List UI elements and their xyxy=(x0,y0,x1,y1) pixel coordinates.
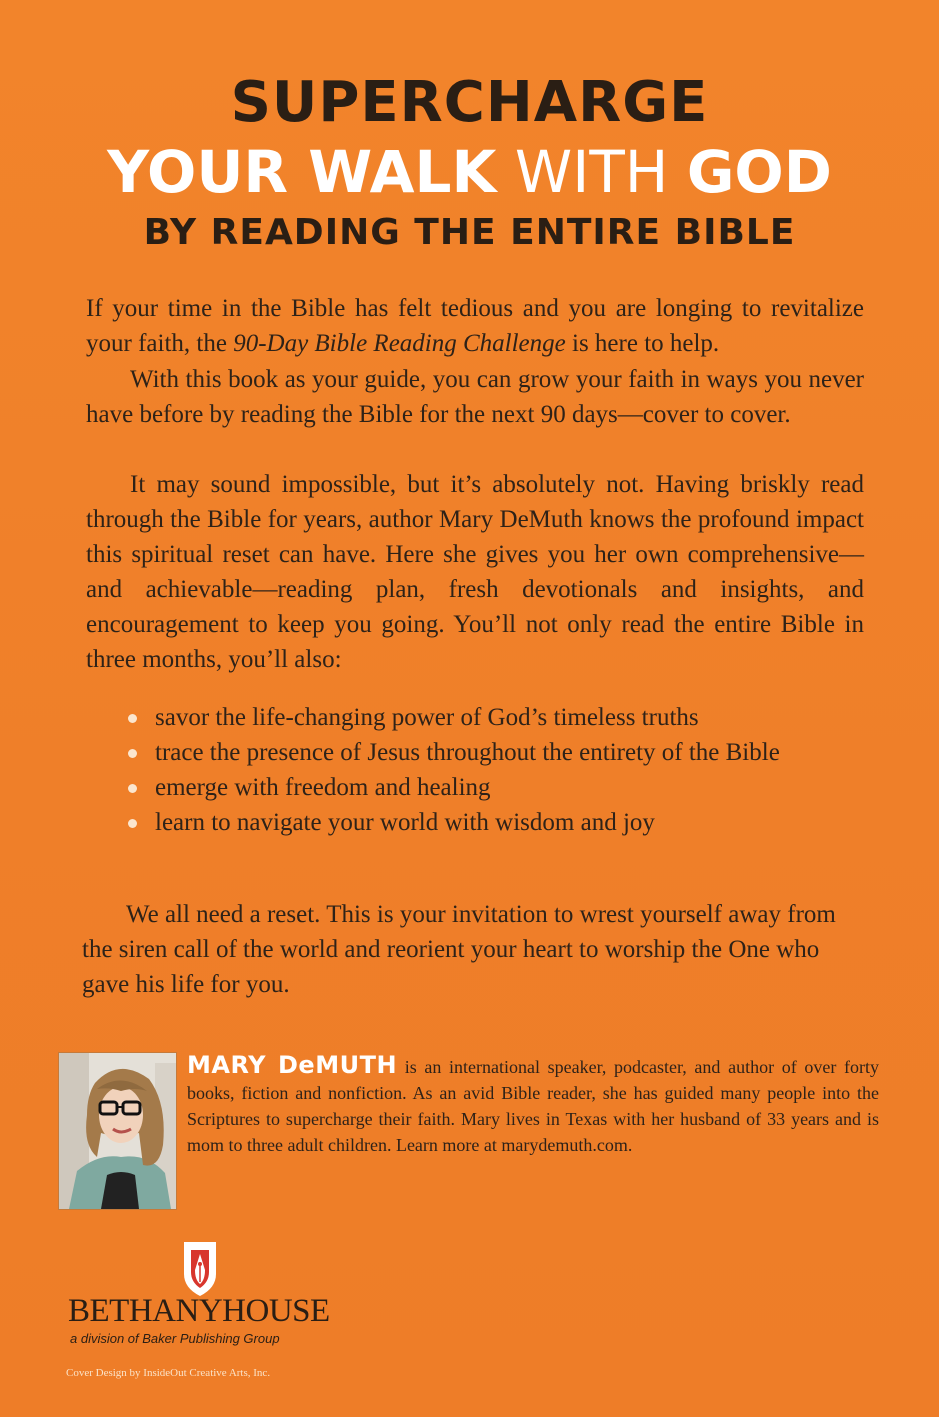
intro-text-b: is here to help. xyxy=(565,330,720,357)
pen-nib-logo-icon xyxy=(181,1240,219,1298)
list-item-text: trace the presence of Jesus throughout the entirety of the Bible xyxy=(155,739,780,766)
author-bio-text: is an international speaker, podcaster, and author of over forty books, fiction and nonfiction. As an avid Bible reader, she has guided many people into the Scriptures to supercharge their faith. Mary lives in Texas with her husband of 33 years and is mom to three adult children. Learn more at marydemuth.com. xyxy=(187,1057,879,1155)
bullet-icon xyxy=(128,784,137,793)
list-item xyxy=(128,700,828,735)
author-photo xyxy=(58,1052,177,1210)
bullet-icon xyxy=(128,819,137,828)
headline-by-reading: BY READING THE xyxy=(143,212,511,253)
headline-walk-with-god xyxy=(0,138,939,206)
author-bio xyxy=(187,1052,879,1158)
publisher-division: a division of Baker Publishing Group xyxy=(70,1331,280,1346)
headline-entire-bible xyxy=(0,212,939,253)
guide-paragraph: With this book as your guide, you can grow your faith in ways you never have before by reading the Bible for the next 90 days—cover to cover. xyxy=(86,366,864,428)
headline-entire-bible-bold: ENTIRE BIBLE xyxy=(510,212,796,253)
list-item-text: emerge with freedom and healing xyxy=(155,774,491,801)
bullet-icon xyxy=(128,749,137,758)
reset-paragraph: We all need a reset. This is your invitation to wrest yourself away from the siren call of the world and reorient your heart to worship the One who gave his life for you. xyxy=(82,901,836,998)
list-item-text: savor the life-changing power of God’s timeless truths xyxy=(155,704,699,731)
intro-text-a: If your time in the Bible has felt tedious and you are longing to revitalize your faith, the xyxy=(86,295,864,357)
headline-with: WITH xyxy=(496,138,687,206)
list-item-text: learn to navigate your world with wisdom and joy xyxy=(155,809,655,836)
bullet-icon xyxy=(128,714,137,723)
intro-paragraph xyxy=(86,291,864,361)
book-title: 90-Day Bible Reading Challenge xyxy=(233,330,566,357)
publisher-name: BETHANYHOUSE xyxy=(68,1293,330,1329)
impossible-paragraph: It may sound impossible, but it’s absolutely not. Having briskly read through the Bible for years, author Mary DeMuth knows the profound impact this spiritual reset can have. Here she gives you her own comprehensive—and achievable—reading plan, fresh devotionals and insights, and encouragement to keep you going. You’ll not only read the entire Bible in three months, you’ll also: xyxy=(86,471,864,673)
headline-god: GOD xyxy=(686,138,832,206)
list-item xyxy=(128,805,828,840)
benefits-list xyxy=(128,700,828,840)
headline-supercharge xyxy=(0,70,939,135)
headline-your-walk: YOUR WALK xyxy=(107,138,497,206)
cover-design-credit: Cover Design by InsideOut Creative Arts, Inc. xyxy=(66,1367,271,1379)
list-item xyxy=(128,770,828,805)
headline-line1: SUPERCHARGE xyxy=(230,70,709,135)
author-name: MARY DeMUTH xyxy=(187,1051,398,1079)
list-item xyxy=(128,735,828,770)
